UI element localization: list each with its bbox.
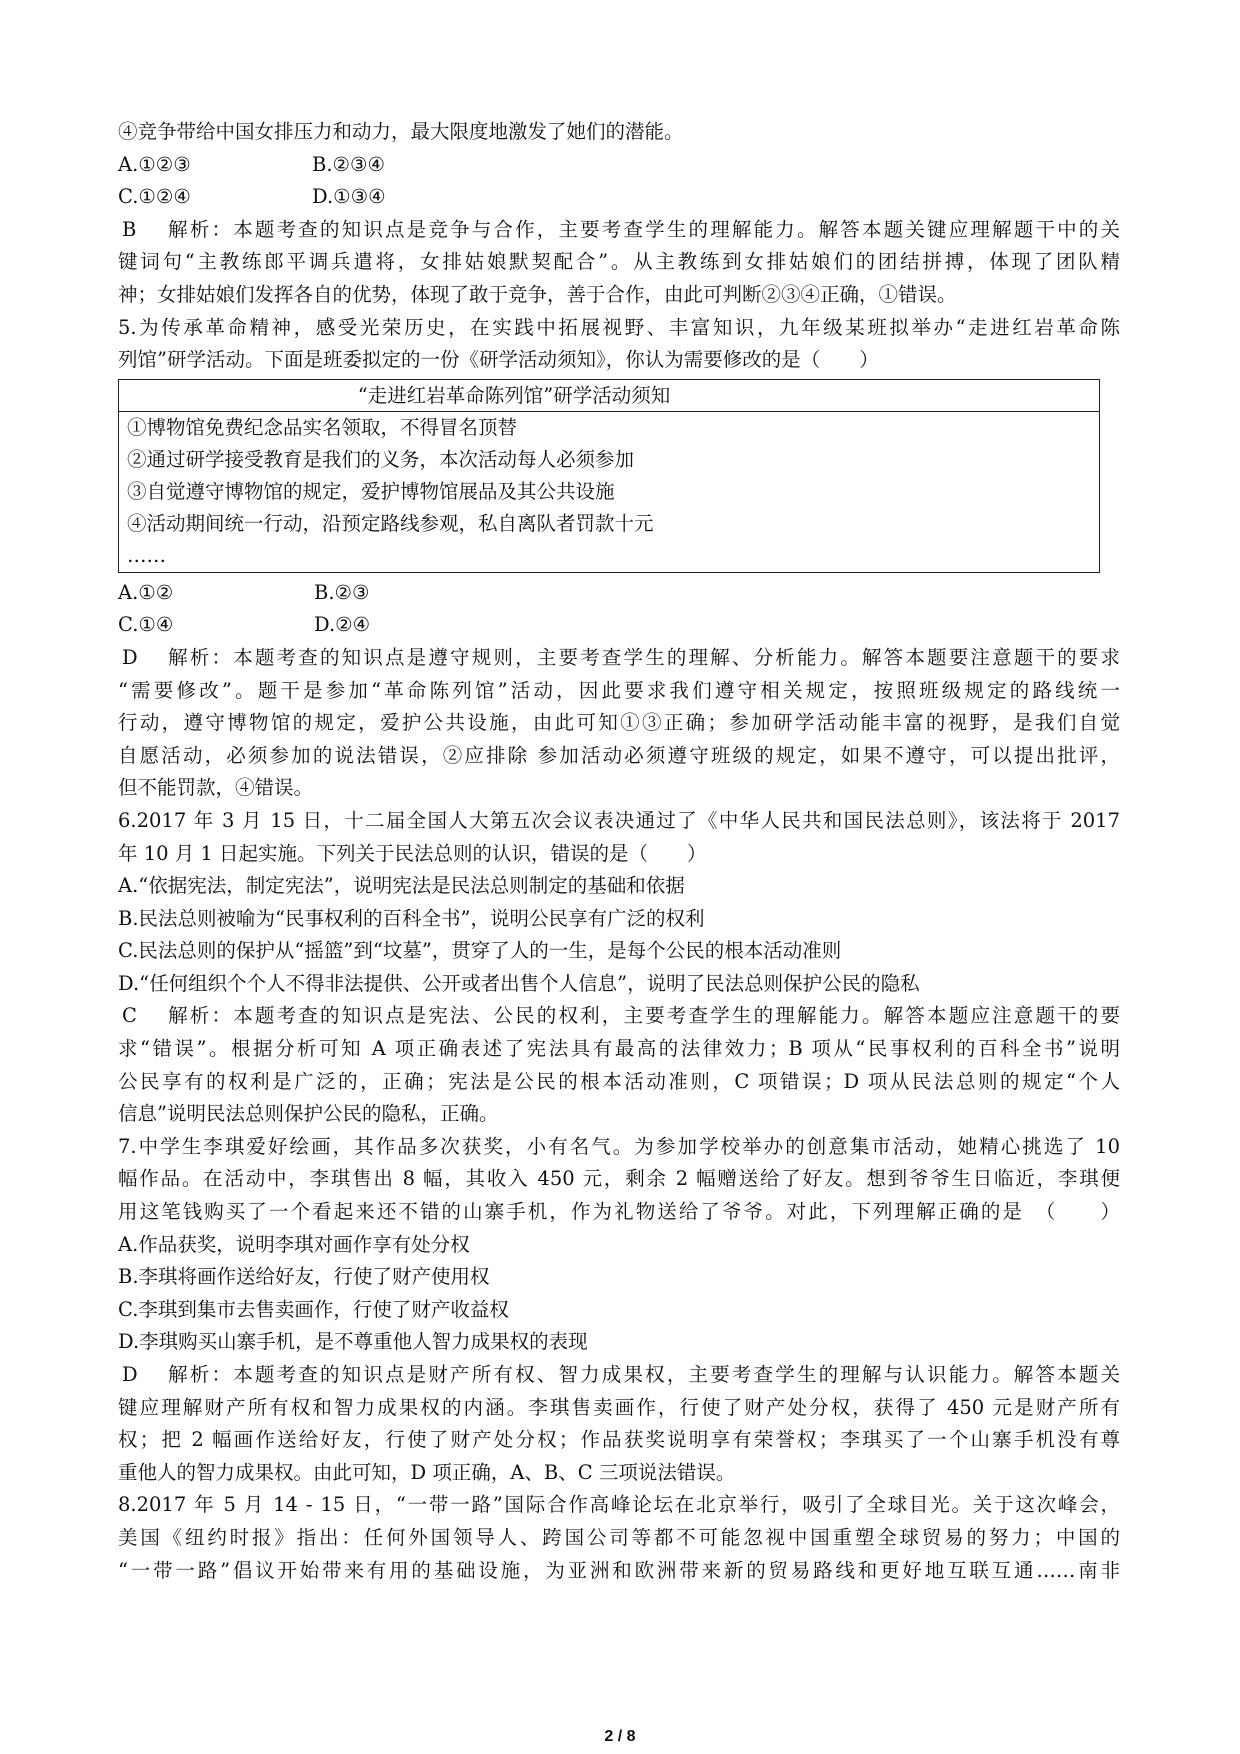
q4-analysis-line: 神；女排姑娘们发挥各自的优势，体现了敢于竞争，善于合作，由此可判断②③④正确，①错误。 bbox=[118, 282, 957, 306]
q6-choice-b: B.民法总则被喻为“民事权利的百科全书”，说明公民享有广泛的权利 bbox=[118, 906, 705, 930]
q5-stem-line: 列馆”研学活动。下面是班委拟定的一份《研学活动须知》，你认为需要修改的是（ ） bbox=[118, 348, 879, 372]
q5-notice-box bbox=[118, 379, 1100, 573]
q7-stem-line: 幅作品。在活动中，李琪售出 8 幅，其收入 450 元，剩余 2 幅赠送给了好友。想到爷爷生日临近，李琪便 bbox=[118, 1167, 1120, 1191]
q5-stem-line: 5.为传承革命精神，感受光荣历史，在实践中拓展视野、丰富知识，九年级某班拟举办“走进红岩革命陈 bbox=[118, 315, 1120, 339]
q5-answer: D bbox=[122, 645, 138, 669]
q5-notice-item: …… bbox=[127, 543, 166, 567]
q5-option-c: C.①④ bbox=[118, 613, 174, 637]
q8-stem-line: 美国《纽约时报》指出：任何外国领导人、跨国公司等都不可能忽视中国重塑全球贸易的努力；中国的 bbox=[118, 1525, 1120, 1549]
q6-analysis-line: 信息”说明民法总则保护公民的隐私，正确。 bbox=[118, 1102, 499, 1126]
q4-analysis-line: B 解析：本题考查的知识点是竞争与合作，主要考查学生的理解能力。解答本题关键应理解题干中的关 bbox=[118, 214, 1120, 247]
q4-options-row-1 bbox=[118, 149, 1120, 182]
q7-choice-b: B.李琪将画作送给好友，行使了财产使用权 bbox=[118, 1265, 490, 1289]
q5-notice-title: “走进红岩革命陈列馆”研学活动须知 bbox=[119, 380, 1099, 412]
q4-option-a: A.①②③ bbox=[118, 152, 191, 176]
q6-choice-a: A.“依据宪法，制定宪法”，说明宪法是民法总则制定的基础和依据 bbox=[118, 874, 685, 898]
q6-analysis-line: C 解析：本题考查的知识点是宪法、公民的权利，主要考查学生的理解能力。解答本题应注意题干的要 bbox=[118, 1000, 1120, 1033]
q5-option-d: D.②④ bbox=[314, 613, 371, 637]
q6-answer: C bbox=[122, 1004, 137, 1028]
q5-notice-item: ③自觉遵守博物馆的规定，爱护博物馆展品及其公共设施 bbox=[127, 479, 615, 503]
q7-choice-c: C.李琪到集市去售卖画作，行使了财产收益权 bbox=[118, 1297, 509, 1321]
q7-answer: D bbox=[122, 1363, 138, 1386]
q6-stem-line: 6.2017 年 3 月 15 日，十二届全国人大第五次会议表决通过了《中华人民共和国民法总则》，该法将于 2017 bbox=[118, 808, 1120, 832]
q7-analysis-line: 键应理解财产所有权和智力成果权的内涵。李琪售卖画作，行使了财产处分权，获得了 450 元是财产所有 bbox=[118, 1395, 1120, 1419]
q7-choice-d: D.李琪购买山寨手机，是不尊重他人智力成果权的表现 bbox=[118, 1330, 588, 1354]
q4-answer: B bbox=[122, 217, 137, 241]
q5-notice-item: ②通过研学接受教育是我们的义务，本次活动每人必须参加 bbox=[127, 447, 635, 471]
q6-choice-c: C.民法总则的保护从“摇篮”到“坟墓”，贯穿了人的一生，是每个公民的根本活动准则 bbox=[118, 939, 842, 963]
q5-options-row-1 bbox=[118, 577, 1120, 610]
q7-stem-line: 7.中学生李琪爱好绘画，其作品多次获奖，小有名气。为参加学校举办的创意集市活动，她精心挑选了 10 bbox=[118, 1134, 1120, 1158]
q5-analysis-line: “需要修改”。题干是参加“革命陈列馆”活动，因此要求我们遵守相关规定，按照班级规定的路线统一 bbox=[118, 678, 1120, 702]
q8-stem-line: 8.2017 年 5 月 14 - 15 日，“一带一路”国际合作高峰论坛在北京举行，吸引了全球目光。关于这次峰会， bbox=[118, 1493, 1120, 1517]
q7-analysis-line: 权；把 2 幅画作送给好友，行使了财产处分权；作品获奖说明享有荣誉权；李琪买了一个山寨手机没有尊 bbox=[118, 1428, 1120, 1452]
q4-option-c: C.①②④ bbox=[118, 185, 191, 209]
q4-options-row-2 bbox=[118, 181, 1120, 214]
q7-analysis-line: D 解析：本题考查的知识点是财产所有权、智力成果权，主要考查学生的理解与认识能力。解答本题关 bbox=[118, 1359, 1120, 1392]
q7-analysis-line: 重他人的智力成果权。由此可知，D 项正确，A、B、C 三项说法错误。 bbox=[118, 1460, 736, 1484]
q5-notice-item: ①博物馆免费纪念品实名领取，不得冒名顶替 bbox=[127, 415, 518, 439]
q5-options-row-2 bbox=[118, 609, 1120, 642]
q4-option-b: B.②③④ bbox=[312, 152, 385, 176]
q7-stem-line: 用这笔钱购买了一个看起来还不错的山寨手机，作为礼物送给了爷爷。对此，下列理解正确的是 （ ） bbox=[118, 1200, 1120, 1224]
q5-notice-item: ④活动期间统一行动，沿预定路线参观，私自离队者罚款十元 bbox=[127, 511, 654, 535]
q5-analysis-line: 自愿活动，必须参加的说法错误，②应排除 参加活动必须遵守班级的规定，如果不遵守，可以提出批评， bbox=[118, 743, 1120, 767]
q6-stem-line: 年 10 月 1 日起实施。下列关于民法总则的认识，错误的是（ ） bbox=[118, 841, 707, 865]
page-number: 2 / 8 bbox=[604, 1728, 636, 1745]
q4-option-statement-4: ④竞争带给中国女排压力和动力，最大限度地激发了她们的潜能。 bbox=[118, 120, 684, 143]
q6-analysis-line: 公民享有的权利是广泛的，正确；宪法是公民的根本活动准则，C 项错误；D 项从民法总则的规定“个人 bbox=[118, 1069, 1120, 1093]
q5-option-a: A.①② bbox=[118, 580, 174, 604]
q5-analysis-line: D 解析：本题考查的知识点是遵守规则，主要考查学生的理解、分析能力。解答本题要注意题干的要求 bbox=[118, 642, 1120, 675]
q5-analysis-line: 行动，遵守博物馆的规定，爱护公共设施，由此可知①③正确；参加研学活动能丰富的视野，是我们自觉 bbox=[118, 711, 1120, 735]
q8-stem-line: “一带一路”倡议开始带来有用的基础设施，为亚洲和欧洲带来新的贸易路线和更好地互联互通……南非 bbox=[118, 1558, 1120, 1582]
q7-choice-a: A.作品获奖，说明李琪对画作享有处分权 bbox=[118, 1232, 470, 1256]
page-content bbox=[118, 116, 1120, 1587]
q5-option-b: B.②③ bbox=[314, 580, 370, 604]
q4-analysis-line: 键词句“主教练郎平调兵遣将，女排姑娘默契配合”。从主教练到女排姑娘们的团结拼搏，体现了团队精 bbox=[118, 250, 1120, 274]
q4-option-d: D.①③④ bbox=[312, 185, 386, 209]
q6-analysis-line: 求“错误”。根据分析可知 A 项正确表述了宪法具有最高的法律效力；B 项从“民事权利的百科全书”说明 bbox=[118, 1037, 1120, 1061]
q5-analysis-line: 但不能罚款，④错误。 bbox=[118, 776, 314, 800]
q6-choice-d: D.“任何组织个个人不得非法提供、公开或者出售个人信息”，说明了民法总则保护公民的隐私 bbox=[118, 971, 920, 995]
